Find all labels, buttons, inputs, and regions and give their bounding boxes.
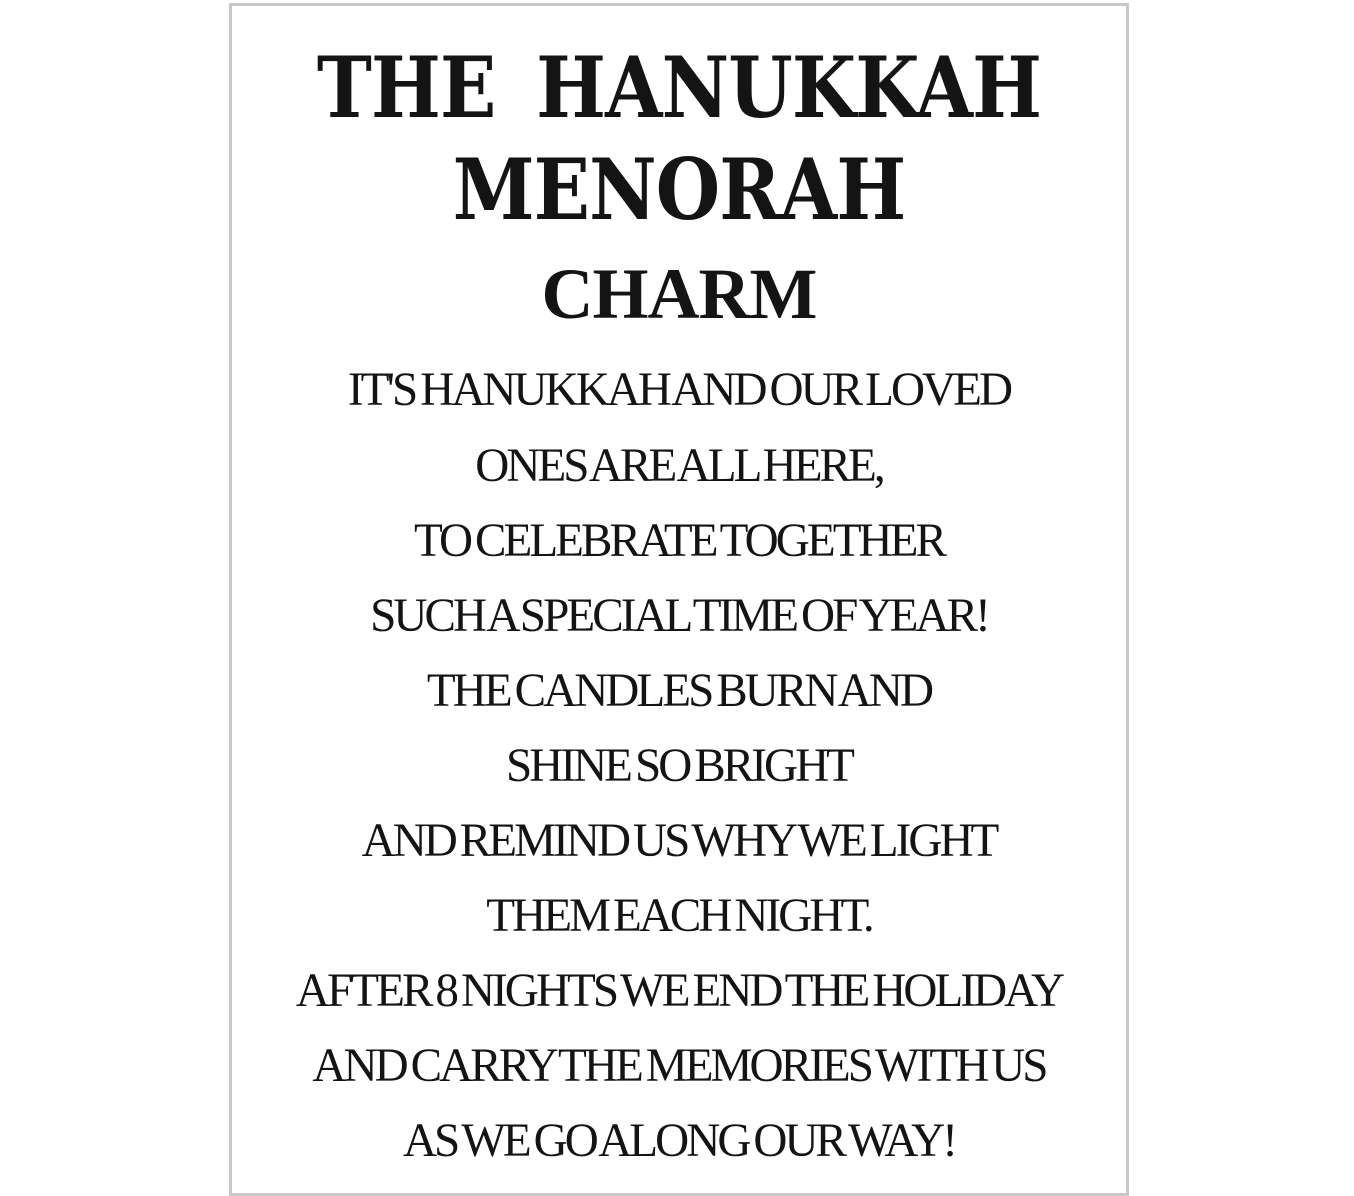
poem-card — [229, 3, 1129, 1196]
verse-line: AFTER 8 NIGHTS WE END THE HOLIDAY — [295, 964, 1063, 1017]
title-line-2: MENORAH — [452, 140, 906, 239]
verse-line: TO CELEBRATE TOGETHER — [413, 514, 944, 567]
verse-line: IT'S HANUKKAH AND OUR LOVED — [347, 363, 1011, 416]
subtitle: CHARM — [541, 254, 817, 334]
verse-line: AS WE GO ALONG OUR WAY! — [402, 1114, 956, 1167]
title-line-1: THE HANUKKAH — [316, 38, 1042, 137]
verse-line: THEM EACH NIGHT. — [486, 889, 872, 942]
verse-line: AND REMIND US WHY WE LIGHT — [361, 814, 997, 867]
verse-line: THE CANDLES BURN AND — [426, 664, 932, 717]
verse-line: SUCH A SPECIAL TIME OF YEAR! — [370, 589, 988, 642]
verse-line: ONES ARE ALL HERE, — [475, 439, 883, 492]
verse-line: AND CARRY THE MEMORIES WITH US — [312, 1039, 1046, 1092]
verse-line: SHINE SO BRIGHT — [505, 739, 853, 792]
